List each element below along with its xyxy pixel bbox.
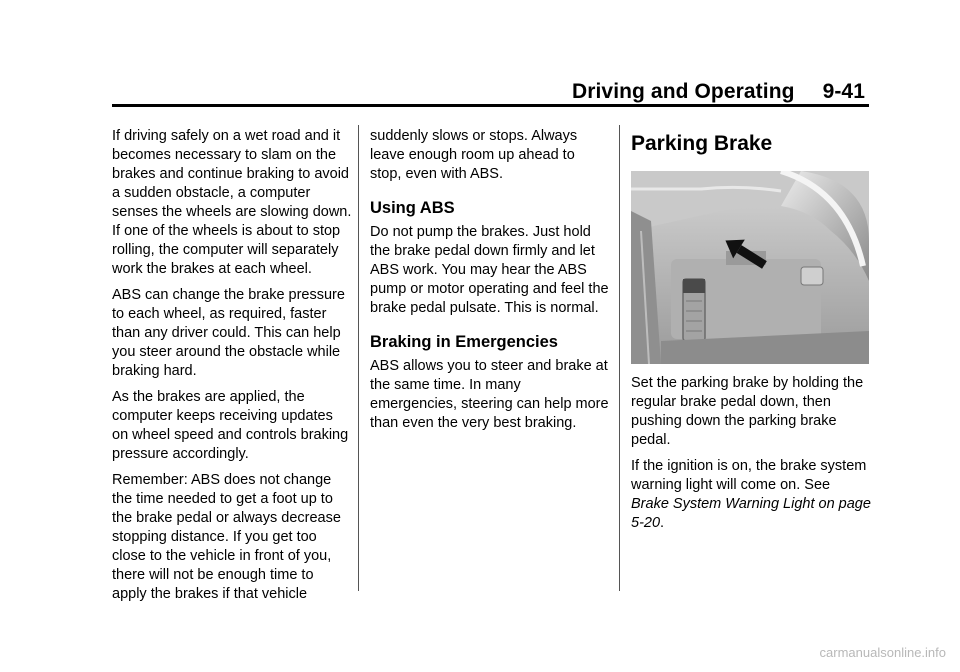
watermark: carmanualsonline.info <box>819 645 946 660</box>
column-1 <box>112 127 352 611</box>
paragraph: ABS allows you to steer and brake at the same time. In many emergencies, steering can help more than even the very best braking. <box>370 358 609 431</box>
paragraph: suddenly slows or stops. Always leave enough room up ahead to stop, even with ABS. <box>370 128 578 182</box>
heading-using-abs: Using ABS <box>370 199 455 217</box>
paragraph: Do not pump the brakes. Just hold the brake pedal down firmly and let ABS work. You may hear the ABS pump or motor operating and feel the brake pedal pulsate. This is normal. <box>370 224 609 316</box>
column-divider-2 <box>619 125 620 591</box>
paragraph-end: . <box>660 515 665 531</box>
paragraph: As the brakes are applied, the computer keeps receiving updates on wheel speed and controls braking pressure accordingly. <box>112 389 349 462</box>
section-title: Driving and Operating <box>571 80 795 103</box>
heading-parking-brake: Parking Brake <box>631 132 773 155</box>
header-rule <box>112 104 869 107</box>
column-divider-1 <box>358 125 359 591</box>
page-number: 9-41 <box>822 80 865 103</box>
paragraph: ABS can change the brake pressure to each wheel, as required, faster than any driver could. This can help you steer around the obstacle while braking hard. <box>112 287 345 379</box>
cross-reference-link[interactable]: Brake System Warning Light on page 5-20 <box>631 496 871 531</box>
paragraph-warning-light <box>631 457 871 533</box>
heading-braking-in-emergencies: Braking in Emergencies <box>370 333 558 351</box>
paragraph-lead: If the ignition is on, the brake system warning light will come on. See <box>631 458 867 493</box>
running-header <box>572 80 865 104</box>
parking-brake-illustration <box>631 171 869 364</box>
paragraph: If driving safely on a wet road and it becomes necessary to slam on the brakes and continue braking to avoid a sudden obstacle, a computer senses the wheels are slowing down. If one of the wheels is about to stop rolling, the computer will separately work the brakes at each wheel. <box>112 128 352 277</box>
paragraph: Remember: ABS does not change the time needed to get a foot up to the brake pedal or always decrease stopping distance. If you get too close to the vehicle in front of you, there will not be enough time to apply the brakes if that vehicle <box>112 472 341 602</box>
paragraph: Set the parking brake by holding the regular brake pedal down, then pushing down the parking brake pedal. <box>631 375 864 448</box>
column-2 <box>370 127 610 440</box>
parking-brake-photo <box>631 171 869 364</box>
column-3 <box>631 128 871 540</box>
